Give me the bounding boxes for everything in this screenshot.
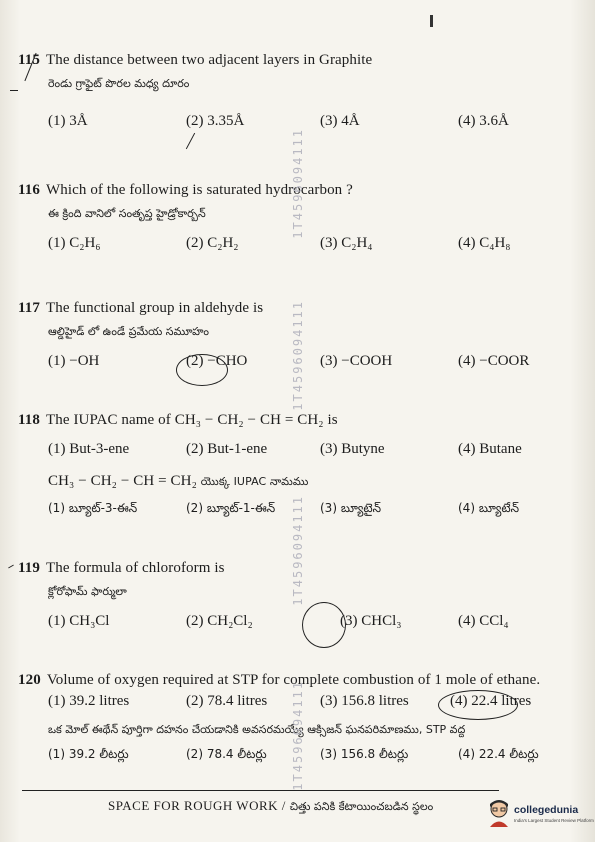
question-text: 120 Volume of oxygen required at STP for complete combustion of 1 mole of ethane. <box>18 672 541 688</box>
option-3[interactable]: (3) 4Å <box>320 113 360 129</box>
option-4[interactable]: (4) 3.6Å <box>458 113 509 129</box>
answer-circle-mark <box>438 690 518 720</box>
option-4-telugu[interactable]: (4) 22.4 లీటర్లు <box>458 747 539 761</box>
vertical-watermark: 1T4596094111 <box>291 128 305 239</box>
rough-work-label: SPACE FOR ROUGH WORK / చిత్తు పనికి కేటాయించబడిన స్థలం <box>108 798 434 813</box>
option-2[interactable]: (2) CH₂Cl₂ <box>186 613 253 629</box>
question-115 <box>18 52 578 135</box>
option-3[interactable]: (3) Butyne <box>320 441 385 457</box>
answer-circle-mark <box>302 602 346 648</box>
option-4[interactable]: (4) 22.4 litres <box>450 693 532 709</box>
option-3[interactable]: (3) CHCl₃ <box>340 613 402 629</box>
question-text-telugu: క్లోరోఫామ్ ఫార్ములా <box>48 585 127 598</box>
brand-name: collegedunia <box>514 804 579 816</box>
option-1[interactable]: (1) C₂H₆ <box>48 235 101 251</box>
option-3-telugu[interactable]: (3) 156.8 లీటర్లు <box>320 747 409 761</box>
divider <box>22 790 499 791</box>
option-1[interactable]: (1) 39.2 litres <box>48 693 130 709</box>
question-text-telugu: CH₃ − CH₂ − CH = CH₂ యొక్క IUPAC నామము <box>48 473 309 489</box>
question-text-telugu: ఆల్డిహైడ్ లో ఉండే ప్రమేయ సమూహం <box>48 325 209 338</box>
question-number: 116 <box>18 182 40 198</box>
option-2[interactable]: (2) −CHO <box>186 353 248 369</box>
option-2-telugu[interactable]: (2) 78.4 లీటర్లు <box>186 747 267 761</box>
question-number: 117 <box>18 300 40 316</box>
option-2[interactable]: (2) 78.4 litres <box>186 693 268 709</box>
option-3[interactable]: (3) C₂H₄ <box>320 235 373 251</box>
brand-tagline: India's Largest Student Review Platform <box>514 818 594 823</box>
question-text-telugu: ఒక మోల్ ఈథేన్ పూర్తిగా దహనం చేయడానికి అవసరమయ్యే ఆక్సిజన్ ఘనపరిమాణము, STP వద్ద <box>48 723 466 736</box>
question-text: 115 The distance between two adjacent layers in Graphite <box>18 52 373 68</box>
question-text: 118 The IUPAC name of CH₃ − CH₂ − CH = CH₂ is <box>18 412 338 428</box>
question-number: 119 <box>18 560 40 576</box>
option-3[interactable]: (3) 156.8 litres <box>320 693 409 709</box>
question-text: 117 The functional group in aldehyde is <box>18 300 264 316</box>
question-text: 119 The formula of chloroform is <box>18 560 225 576</box>
question-text-telugu: ఈ క్రింది వానిలో సంతృప్త హైడ్రోకార్బన్ <box>48 207 206 220</box>
option-4[interactable]: (4) −COOR <box>458 353 530 369</box>
option-1-telugu[interactable]: (1) బ్యూట్-3-ఈన్ <box>48 501 138 515</box>
option-1[interactable]: (1) CH₃Cl <box>48 613 110 629</box>
question-number: 118 <box>18 412 40 428</box>
option-3-telugu[interactable]: (3) బ్యూటైన్ <box>320 501 382 515</box>
option-4-telugu[interactable]: (4) బ్యూటేన్ <box>458 501 520 515</box>
pen-mark <box>10 90 18 91</box>
student-avatar-icon <box>486 798 512 828</box>
option-4[interactable]: (4) CCl₄ <box>458 613 509 629</box>
option-4[interactable]: (4) C₄H₈ <box>458 235 511 251</box>
option-1[interactable]: (1) But-3-ene <box>48 441 130 457</box>
option-2[interactable]: (2) C₂H₂ <box>186 235 239 251</box>
question-number: 115 <box>18 52 40 68</box>
question-number: 120 <box>18 672 41 688</box>
options <box>18 441 578 463</box>
options <box>18 613 578 635</box>
option-3[interactable]: (3) −COOH <box>320 353 393 369</box>
question-text-telugu: రెండు గ్రాఫైట్ పొరల మధ్య దూరం <box>48 77 190 90</box>
answer-circle-mark <box>176 354 228 386</box>
option-1[interactable]: (1) 3Å <box>48 113 88 129</box>
vertical-watermark: 1T4596094111 <box>291 300 305 411</box>
option-4[interactable]: (4) Butane <box>458 441 522 457</box>
corner-mark <box>430 15 433 27</box>
vertical-watermark: 1T4596094111 <box>291 680 305 791</box>
question-text: 116 Which of the following is saturated hydrocarbon ? <box>18 182 353 198</box>
collegedunia-logo <box>486 796 594 836</box>
option-1[interactable]: (1) −OH <box>48 353 100 369</box>
option-2[interactable]: (2) 3.35Å <box>186 113 245 129</box>
option-2-telugu[interactable]: (2) బ్యూట్-1-ఈన్ <box>186 501 276 515</box>
vertical-watermark: 1T4596094111 <box>291 495 305 606</box>
option-2[interactable]: (2) But-1-ene <box>186 441 268 457</box>
option-1-telugu[interactable]: (1) 39.2 లీటర్లు <box>48 747 129 761</box>
